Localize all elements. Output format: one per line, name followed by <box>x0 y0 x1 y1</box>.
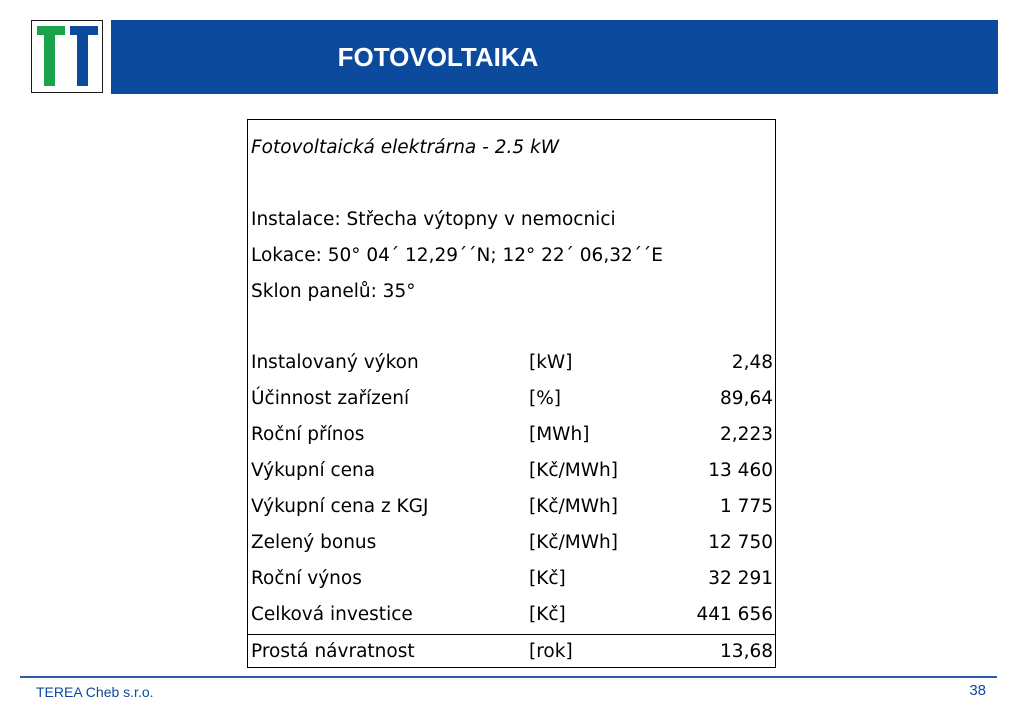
row-value: 89,64 <box>720 388 773 409</box>
footer-divider <box>20 676 997 678</box>
pv-data-table <box>247 119 776 668</box>
row-label: Prostá návratnost <box>251 641 415 662</box>
row-unit: [Kč/MWh] <box>529 460 618 481</box>
row-label: Účinnost zařízení <box>251 388 410 409</box>
row-label: Výkupní cena <box>251 460 376 481</box>
row-value: 13 460 <box>708 460 773 481</box>
row-unit: [Kč] <box>529 568 566 589</box>
company-logo <box>31 20 103 93</box>
row-unit: [Kč] <box>529 604 566 625</box>
row-value: 2,48 <box>731 352 773 373</box>
row-unit: [Kč/MWh] <box>529 496 618 517</box>
company-name: TEREA Cheb s.r.o. <box>36 684 154 700</box>
slope-text: Sklon panelů: 35° <box>251 281 416 302</box>
row-value: 13,68 <box>720 641 773 662</box>
row-label: Roční přínos <box>251 424 365 445</box>
row-unit: [Kč/MWh] <box>529 532 618 553</box>
table-row <box>248 598 775 632</box>
table-row <box>248 346 775 380</box>
page-title: FOTOVOLTAIKA <box>337 42 539 72</box>
table-row <box>248 418 775 452</box>
row-unit: [rok] <box>529 641 573 662</box>
row-label: Zelený bonus <box>251 532 377 553</box>
logo-graphic <box>32 21 102 92</box>
row-unit: [kW] <box>529 352 573 373</box>
page-number: 38 <box>969 682 986 699</box>
table-row <box>248 526 775 560</box>
row-unit: [MWh] <box>529 424 590 445</box>
row-label: Výkupní cena z KGJ <box>251 496 429 517</box>
table-row <box>248 490 775 524</box>
table-subtitle: Fotovoltaická elektrárna - 2.5 kW <box>251 137 559 158</box>
row-value: 2,223 <box>720 424 773 445</box>
row-label: Instalovaný výkon <box>251 352 419 373</box>
table-row <box>248 454 775 488</box>
table-row <box>248 562 775 596</box>
row-value: 32 291 <box>708 568 773 589</box>
row-value: 1 775 <box>720 496 773 517</box>
row-value: 12 750 <box>708 532 773 553</box>
table-row <box>248 382 775 416</box>
row-value: 441 656 <box>696 604 773 625</box>
row-label: Roční výnos <box>251 568 362 589</box>
table-row <box>248 634 775 669</box>
row-unit: [%] <box>529 388 562 409</box>
location-text: Lokace: 50° 04´ 12,29´´N; 12° 22´ 06,32´´E <box>251 245 663 266</box>
installation-text: Instalace: Střecha výtopny v nemocnici <box>251 209 616 230</box>
row-label: Celková investice <box>251 604 413 625</box>
